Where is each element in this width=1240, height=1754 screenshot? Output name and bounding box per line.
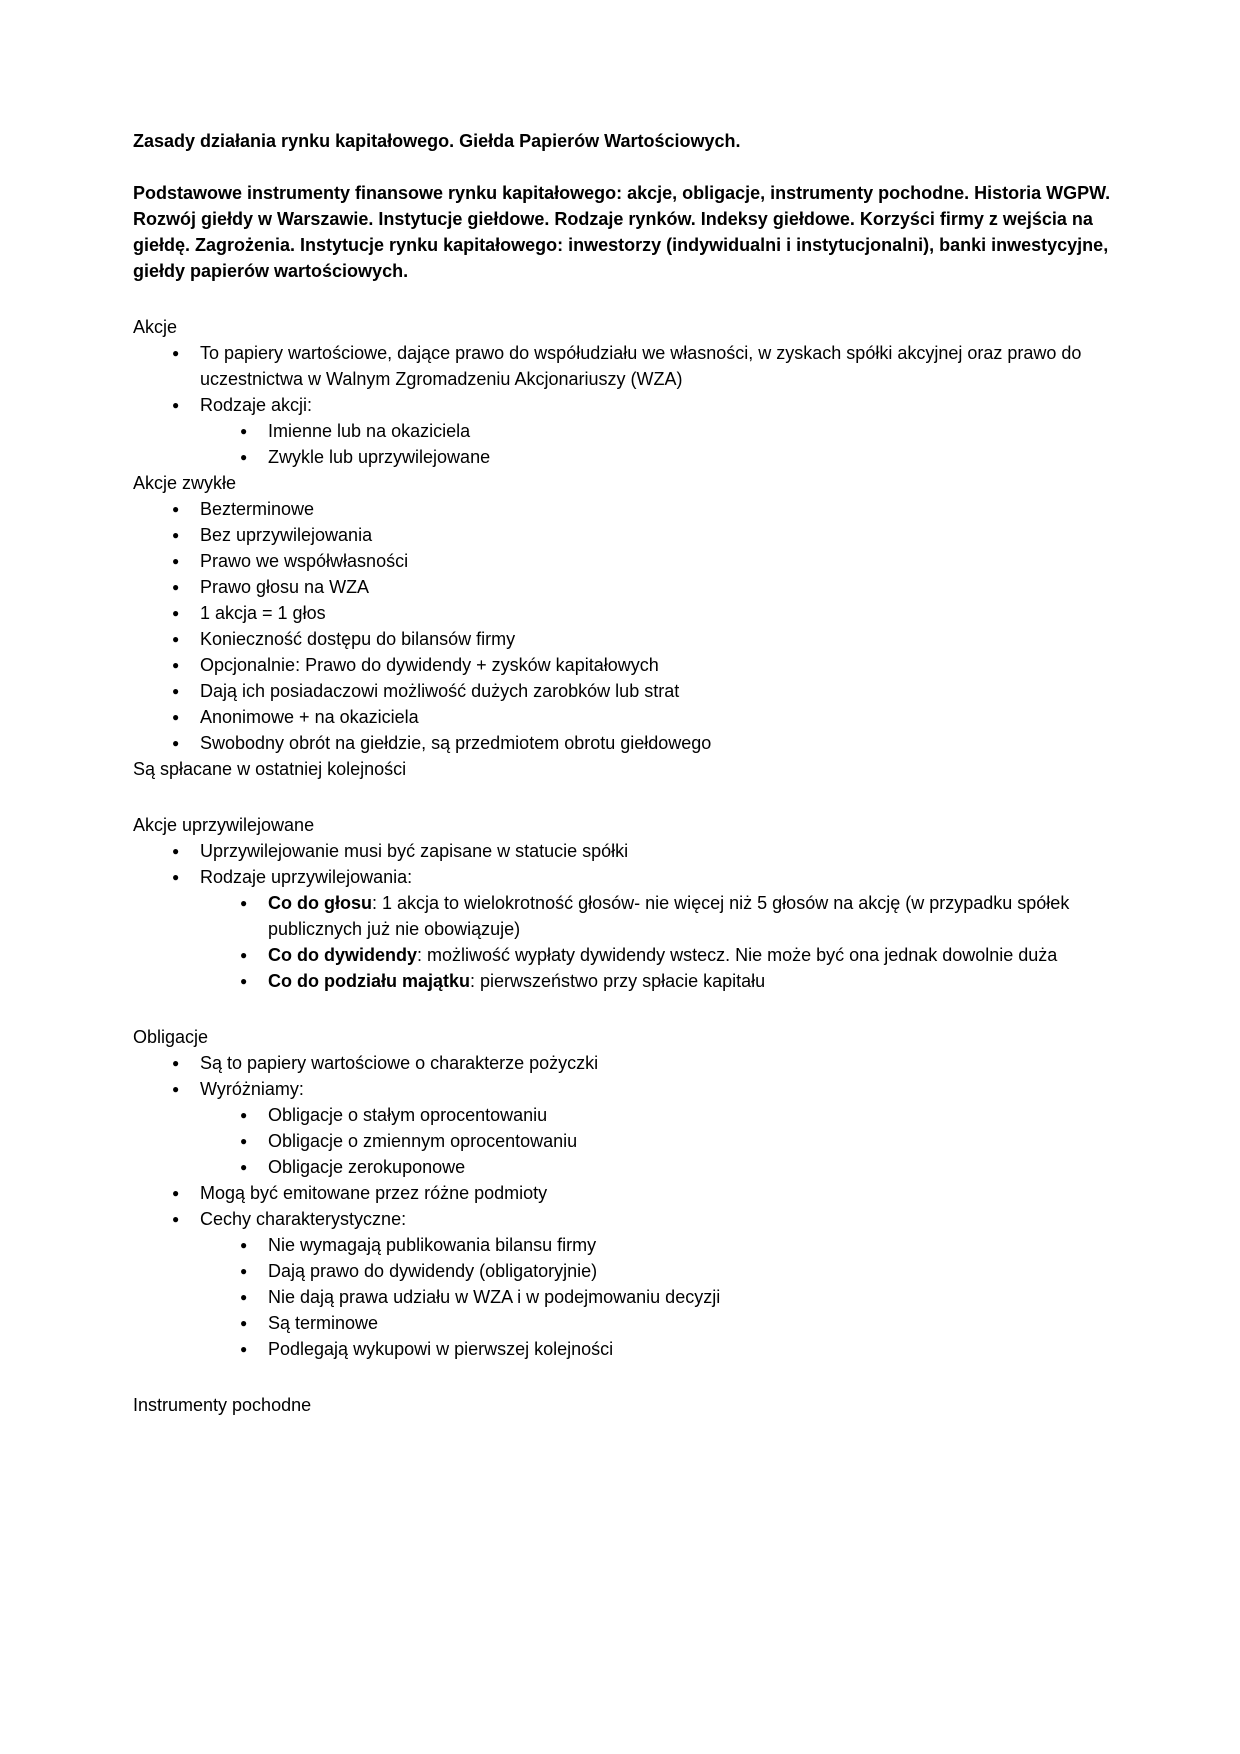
bullet-item-level-1: [133, 522, 1128, 548]
section-heading: Akcje: [133, 317, 178, 337]
bullet-text: Cechy charakterystyczne:: [200, 1209, 407, 1229]
bullet-text: Bez uprzywilejowania: [200, 525, 373, 545]
bullet-item-level-1: [133, 600, 1128, 626]
bullet-text: Obligacje zerokuponowe: [268, 1157, 466, 1177]
section-heading: Akcje uprzywilejowane: [133, 815, 315, 835]
bullet-icon: ●: [240, 1290, 248, 1304]
bullet-icon: ●: [240, 1160, 248, 1174]
bullet-item-level-2: [133, 1336, 1128, 1362]
bullet-text: Imienne lub na okaziciela: [268, 421, 471, 441]
bullet-icon: ●: [240, 1264, 248, 1278]
bullet-text: Anonimowe + na okaziciela: [200, 707, 419, 727]
bullet-icon: ●: [172, 1212, 180, 1226]
bullet-text: Zwykle lub uprzywilejowane: [268, 447, 491, 467]
bullet-text: Prawo głosu na WZA: [200, 577, 370, 597]
bullet-text: Podlegają wykupowi w pierwszej kolejności: [268, 1339, 614, 1359]
document-title: Zasady działania rynku kapitałowego. Giełda Papierów Wartościowych.: [133, 131, 741, 151]
bullet-text: Dają prawo do dywidendy (obligatoryjnie): [268, 1261, 598, 1281]
bullet-icon: ●: [172, 844, 180, 858]
bullet-icon: ●: [172, 1056, 180, 1070]
bullet-text: Obligacje o stałym oprocentowaniu: [268, 1105, 548, 1125]
bullet-item-level-2: [133, 1310, 1128, 1336]
bullet-item-level-1: [133, 1180, 1128, 1206]
section-heading: Instrumenty pochodne: [133, 1395, 312, 1415]
bullet-icon: ●: [240, 1134, 248, 1148]
bullet-item-level-2: [133, 1102, 1128, 1128]
bullet-item-level-1: [133, 730, 1128, 756]
bullet-icon: ●: [240, 1316, 248, 1330]
bullet-text: 1 akcja = 1 głos: [200, 603, 326, 623]
bullet-item-level-1: [133, 626, 1128, 652]
bullet-item-level-2: [133, 1258, 1128, 1284]
bullet-icon: ●: [240, 948, 248, 962]
bullet-icon: ●: [240, 1342, 248, 1356]
bullet-icon: ●: [172, 346, 180, 360]
bullet-text: To papiery wartościowe, dające prawo do współudziału we własności, w zyskach spółki akcyjnej oraz prawo do uczestnictwa w Walnym Zgromadzeniu Akcjonariuszy (WZA): [200, 343, 1082, 389]
bullet-icon: ●: [172, 606, 180, 620]
bullet-item-level-1: [133, 548, 1128, 574]
bullet-text: Nie dają prawa udziału w WZA i w podejmowaniu decyzji: [268, 1287, 721, 1307]
bullet-icon: ●: [172, 398, 180, 412]
bullet-item-level-1: [133, 340, 1128, 392]
bullet-icon: ●: [172, 502, 180, 516]
bullet-icon: ●: [172, 710, 180, 724]
bullet-icon: ●: [172, 870, 180, 884]
bullet-item-level-1: [133, 838, 1128, 864]
bullet-item-level-1: [133, 392, 1128, 418]
bullet-item-level-2: [133, 1232, 1128, 1258]
bullet-item-level-2: [133, 418, 1128, 444]
bullet-item-level-2: [133, 890, 1128, 942]
bullet-item-level-1: [133, 652, 1128, 678]
bullet-text: Konieczność dostępu do bilansów firmy: [200, 629, 516, 649]
bullet-icon: ●: [240, 1238, 248, 1252]
bullet-text: Nie wymagają publikowania bilansu firmy: [268, 1235, 597, 1255]
bullet-text: Obligacje o zmiennym oprocentowaniu: [268, 1131, 578, 1151]
bullet-icon: ●: [172, 528, 180, 542]
bullet-item-level-1: [133, 1076, 1128, 1102]
bullet-item-level-1: [133, 1206, 1128, 1232]
intro-paragraph: Podstawowe instrumenty finansowe rynku kapitałowego: akcje, obligacje, instrumenty pochodne. Historia WGPW. Rozwój giełdy w Warszawie. Instytucje giełdowe. Rodzaje rynków. Indeksy giełdowe. Korzyści firmy z wejścia na giełdę. Zagrożenia. Instytucje rynku kapitałowego: inwestorzy (indywidualni i instytucjonalni), banki inwestycyjne, giełdy papierów wartościowych.: [133, 183, 1111, 281]
bullet-item-level-2: [133, 1128, 1128, 1154]
bullet-text: Prawo we współwłasności: [200, 551, 409, 571]
section-heading: Akcje zwykłe: [133, 473, 237, 493]
plain-line: Są spłacane w ostatniej kolejności: [133, 759, 407, 779]
bullet-item-level-1: [133, 678, 1128, 704]
bullet-icon: ●: [172, 554, 180, 568]
bullet-text: Swobodny obrót na giełdzie, są przedmiotem obrotu giełdowego: [200, 733, 712, 753]
bullet-text: Bezterminowe: [200, 499, 315, 519]
document-body: [133, 314, 1128, 1418]
bullet-text: Rodzaje akcji:: [200, 395, 313, 415]
bullet-text: Są terminowe: [268, 1313, 379, 1333]
bullet-icon: ●: [240, 424, 248, 438]
bullet-icon: ●: [172, 1082, 180, 1096]
bullet-icon: ●: [240, 1108, 248, 1122]
bullet-text: Wyróżniamy:: [200, 1079, 304, 1099]
bullet-icon: ●: [172, 736, 180, 750]
bullet-item-level-2: [133, 444, 1128, 470]
bullet-icon: ●: [172, 684, 180, 698]
bullet-text: Opcjonalnie: Prawo do dywidendy + zysków kapitałowych: [200, 655, 659, 675]
bullet-icon: ●: [172, 1186, 180, 1200]
bullet-item-level-2: [133, 942, 1128, 968]
bullet-text: Mogą być emitowane przez różne podmioty: [200, 1183, 548, 1203]
section-heading: Obligacje: [133, 1027, 209, 1047]
bullet-icon: ●: [240, 974, 248, 988]
bullet-icon: ●: [172, 658, 180, 672]
bullet-text: Uprzywilejowanie musi być zapisane w statucie spółki: [200, 841, 629, 861]
bullet-item-level-2: [133, 1154, 1128, 1180]
bullet-text: Co do głosu: 1 akcja to wielokrotność głosów- nie więcej niż 5 głosów na akcję (w przypadku spółek publicznych już nie obowiązuje): [268, 893, 1070, 939]
bullet-text: Dają ich posiadaczowi możliwość dużych zarobków lub strat: [200, 681, 680, 701]
bullet-icon: ●: [240, 450, 248, 464]
bullet-icon: ●: [240, 896, 248, 910]
bullet-icon: ●: [172, 632, 180, 646]
bullet-text: Co do dywidendy: możliwość wypłaty dywidendy wstecz. Nie może być ona jednak dowolnie duża: [268, 945, 1058, 965]
bullet-item-level-2: [133, 968, 1128, 994]
bullet-text: Rodzaje uprzywilejowania:: [200, 867, 413, 887]
bullet-item-level-1: [133, 496, 1128, 522]
bullet-text: Co do podziału majątku: pierwszeństwo przy spłacie kapitału: [268, 971, 766, 991]
bullet-item-level-1: [133, 1050, 1128, 1076]
bullet-text: Są to papiery wartościowe o charakterze pożyczki: [200, 1053, 599, 1073]
bullet-item-level-1: [133, 704, 1128, 730]
bullet-item-level-2: [133, 1284, 1128, 1310]
bullet-icon: ●: [172, 580, 180, 594]
bullet-item-level-1: [133, 864, 1128, 890]
bullet-item-level-1: [133, 574, 1128, 600]
